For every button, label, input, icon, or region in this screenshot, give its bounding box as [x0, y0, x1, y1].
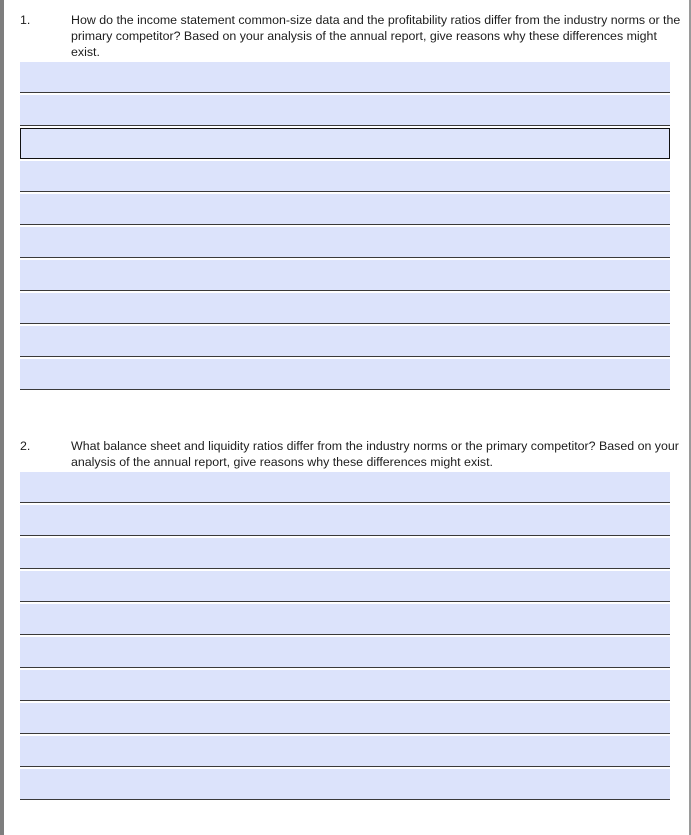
answer-field[interactable] [20, 161, 670, 192]
answer-field[interactable] [20, 736, 670, 767]
answer-field[interactable] [20, 670, 670, 701]
question-number: 2. [20, 439, 31, 453]
question-number: 1. [20, 13, 31, 27]
answer-field[interactable] [20, 571, 670, 602]
answer-lines-q2 [20, 472, 670, 802]
answer-field[interactable] [20, 703, 670, 734]
answer-field[interactable] [20, 505, 670, 536]
page-left-edge [0, 0, 4, 835]
answer-field[interactable] [20, 62, 670, 93]
answer-field[interactable] [20, 604, 670, 635]
answer-field[interactable] [20, 637, 670, 668]
answer-lines-q1 [20, 62, 670, 392]
answer-field[interactable] [20, 538, 670, 569]
answer-field[interactable] [20, 769, 670, 800]
answer-field[interactable] [20, 194, 670, 225]
answer-field[interactable] [20, 95, 670, 126]
answer-field[interactable] [20, 326, 670, 357]
answer-field[interactable] [20, 472, 670, 503]
question-text: How do the income statement common-size data and the profitability ratios differ from the industry norms or the primary competitor? Based on your analysis of the annual report, give reasons why these differences might exist. [71, 13, 681, 59]
answer-field-selected[interactable] [20, 128, 670, 159]
question-text: What balance sheet and liquidity ratios differ from the industry norms or the primary competitor? Based on your analysis of the annual report, give reasons why these differences might exist. [71, 439, 679, 469]
answer-field[interactable] [20, 293, 670, 324]
answer-field[interactable] [20, 260, 670, 291]
answer-field[interactable] [20, 227, 670, 258]
answer-field[interactable] [20, 359, 670, 390]
